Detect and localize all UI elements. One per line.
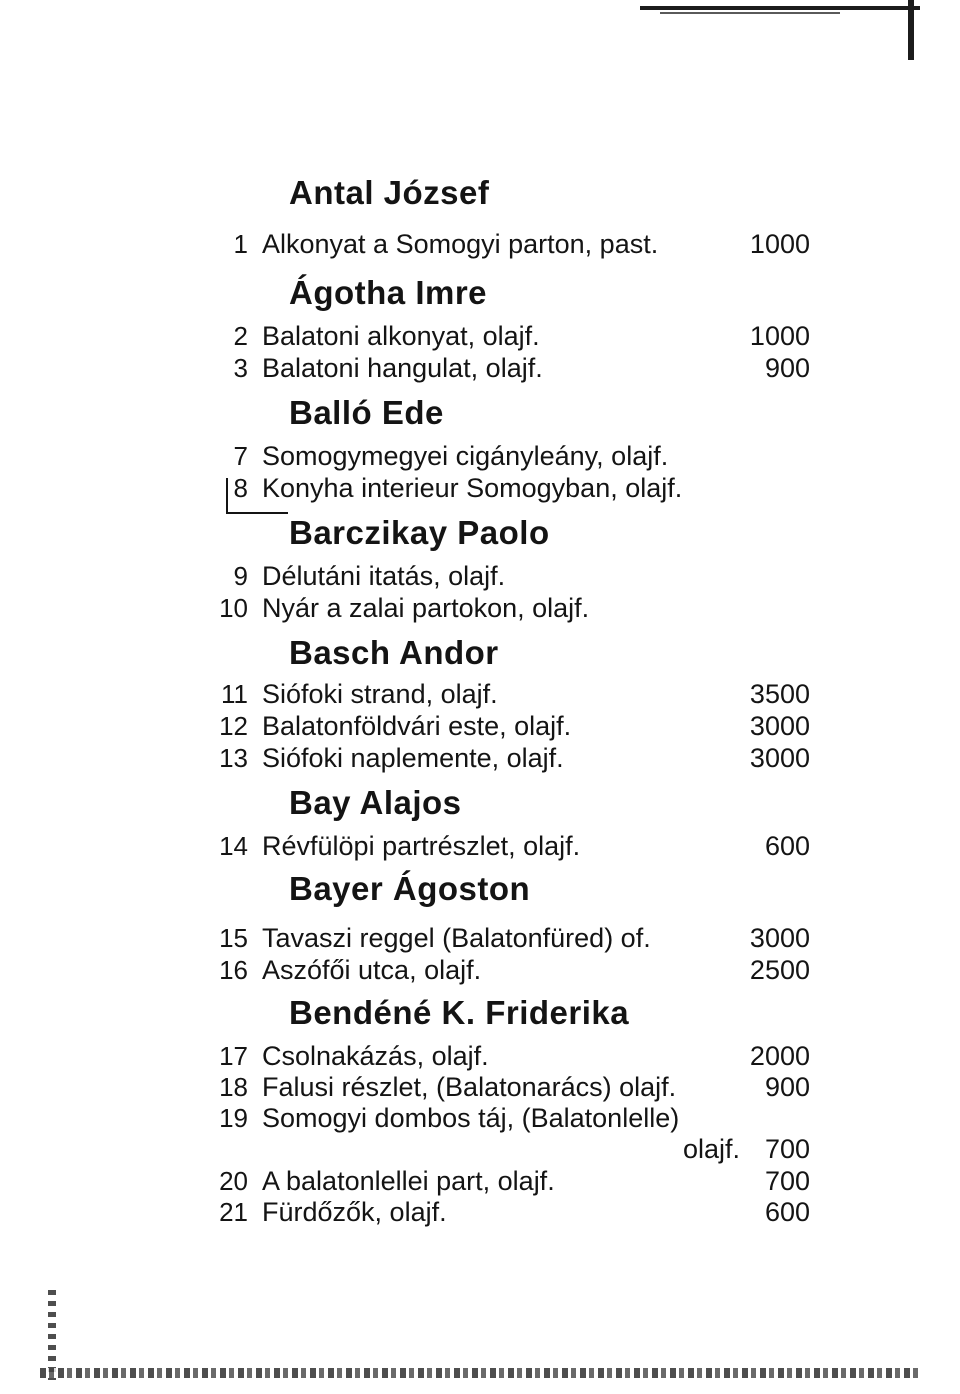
entry-title-continuation: olajf.: [682, 1134, 740, 1164]
entry-price: 1000: [749, 229, 810, 259]
catalog-entry: [0, 472, 960, 504]
catalog-entry: [0, 1165, 960, 1197]
entry-number: 8: [233, 473, 248, 503]
entry-number: 9: [233, 561, 248, 591]
entry-price: 700: [764, 1134, 810, 1164]
scan-edge-top: [640, 6, 920, 10]
entry-title: Balatoni alkonyat, olajf.: [262, 321, 540, 351]
entry-price: 3000: [749, 743, 810, 773]
catalog-entry-continuation: [0, 1133, 960, 1165]
entry-number: 16: [219, 955, 248, 985]
handwritten-bracket-mark: [226, 478, 288, 514]
entry-number: 12: [219, 711, 248, 741]
scan-edge-left: [48, 1290, 56, 1380]
entry-number: 15: [219, 923, 248, 953]
entry-number: 2: [233, 321, 248, 351]
entry-price: 600: [764, 1197, 810, 1227]
entry-number: 1: [233, 229, 248, 259]
entry-title: Somogymegyei cigányleány, olajf.: [262, 441, 669, 471]
catalog-entry: [0, 678, 960, 710]
artist-heading: Bayer Ágoston: [289, 870, 531, 907]
catalog-entry: [0, 560, 960, 592]
artist-heading: Balló Ede: [289, 394, 444, 431]
entry-title: Tavaszi reggel (Balatonfüred) of.: [262, 923, 651, 953]
catalog-entry: [0, 922, 960, 954]
entry-number: 13: [219, 743, 248, 773]
entry-title: Siófoki strand, olajf.: [262, 679, 498, 709]
entry-title: A balatonlellei part, olajf.: [262, 1166, 555, 1196]
entry-title: Alkonyat a Somogyi parton, past.: [262, 229, 659, 259]
entry-title: Csolnakázás, olajf.: [262, 1041, 489, 1071]
entry-number: 18: [219, 1072, 248, 1102]
artist-heading: Basch Andor: [289, 634, 499, 671]
entry-title: Siófoki naplemente, olajf.: [262, 743, 564, 773]
artist-heading: Antal József: [289, 174, 490, 211]
entry-price: 1000: [749, 321, 810, 351]
entry-title: Fürdőzők, olajf.: [262, 1197, 447, 1227]
catalog-entry: [0, 954, 960, 986]
entry-number: 11: [221, 679, 248, 709]
catalog-entry: [0, 1040, 960, 1072]
entry-title: Aszófői utca, olajf.: [262, 955, 482, 985]
entry-number: 20: [219, 1166, 248, 1196]
artist-heading: Bay Alajos: [289, 784, 462, 821]
entry-price: 2500: [749, 955, 810, 985]
entry-number: 3: [233, 353, 248, 383]
scan-edge-top-line: [660, 12, 840, 14]
artist-heading: Bendéné K. Friderika: [289, 994, 630, 1031]
entry-title: Révfülöpi partrészlet, olajf.: [262, 831, 581, 861]
entry-price: 3000: [749, 923, 810, 953]
entry-number: 10: [219, 593, 248, 623]
entry-number: 19: [219, 1103, 248, 1133]
catalog-entry: [0, 592, 960, 624]
entry-title: Balatoni hangulat, olajf.: [262, 353, 543, 383]
scan-edge-bottom: [40, 1368, 920, 1378]
entry-title: Somogyi dombos táj, (Balatonlelle): [262, 1103, 680, 1133]
scan-edge-right: [908, 0, 914, 60]
catalog-entry: [0, 742, 960, 774]
entry-price: 700: [764, 1166, 810, 1196]
entry-title: Balatonföldvári este, olajf.: [262, 711, 572, 741]
catalog-entry: [0, 710, 960, 742]
entry-price: 900: [764, 353, 810, 383]
catalog-entry: [0, 830, 960, 862]
entry-title: Falusi részlet, (Balatonarács) olajf.: [262, 1072, 677, 1102]
catalog-entry: [0, 228, 960, 260]
entry-price: 600: [764, 831, 810, 861]
entry-price: 3500: [749, 679, 810, 709]
entry-number: 17: [219, 1041, 248, 1071]
artist-heading: Ágotha Imre: [289, 274, 488, 311]
catalog-entry: [0, 320, 960, 352]
catalog-entry: [0, 1196, 960, 1228]
artist-heading: Barczikay Paolo: [289, 514, 550, 551]
entry-title: Délutáni itatás, olajf.: [262, 561, 506, 591]
entry-price: 2000: [749, 1041, 810, 1071]
catalog-entry: [0, 440, 960, 472]
entry-number: 21: [219, 1197, 248, 1227]
entry-title: Konyha interieur Somogyban, olajf.: [262, 473, 683, 503]
entry-price: 900: [764, 1072, 810, 1102]
catalog-entry: [0, 1102, 960, 1134]
entry-price: 3000: [749, 711, 810, 741]
catalog-entry: [0, 1071, 960, 1103]
entry-number: 7: [233, 441, 248, 471]
entry-title: Nyár a zalai partokon, olajf.: [262, 593, 590, 623]
catalog-entry: [0, 352, 960, 384]
entry-number: 14: [219, 831, 248, 861]
